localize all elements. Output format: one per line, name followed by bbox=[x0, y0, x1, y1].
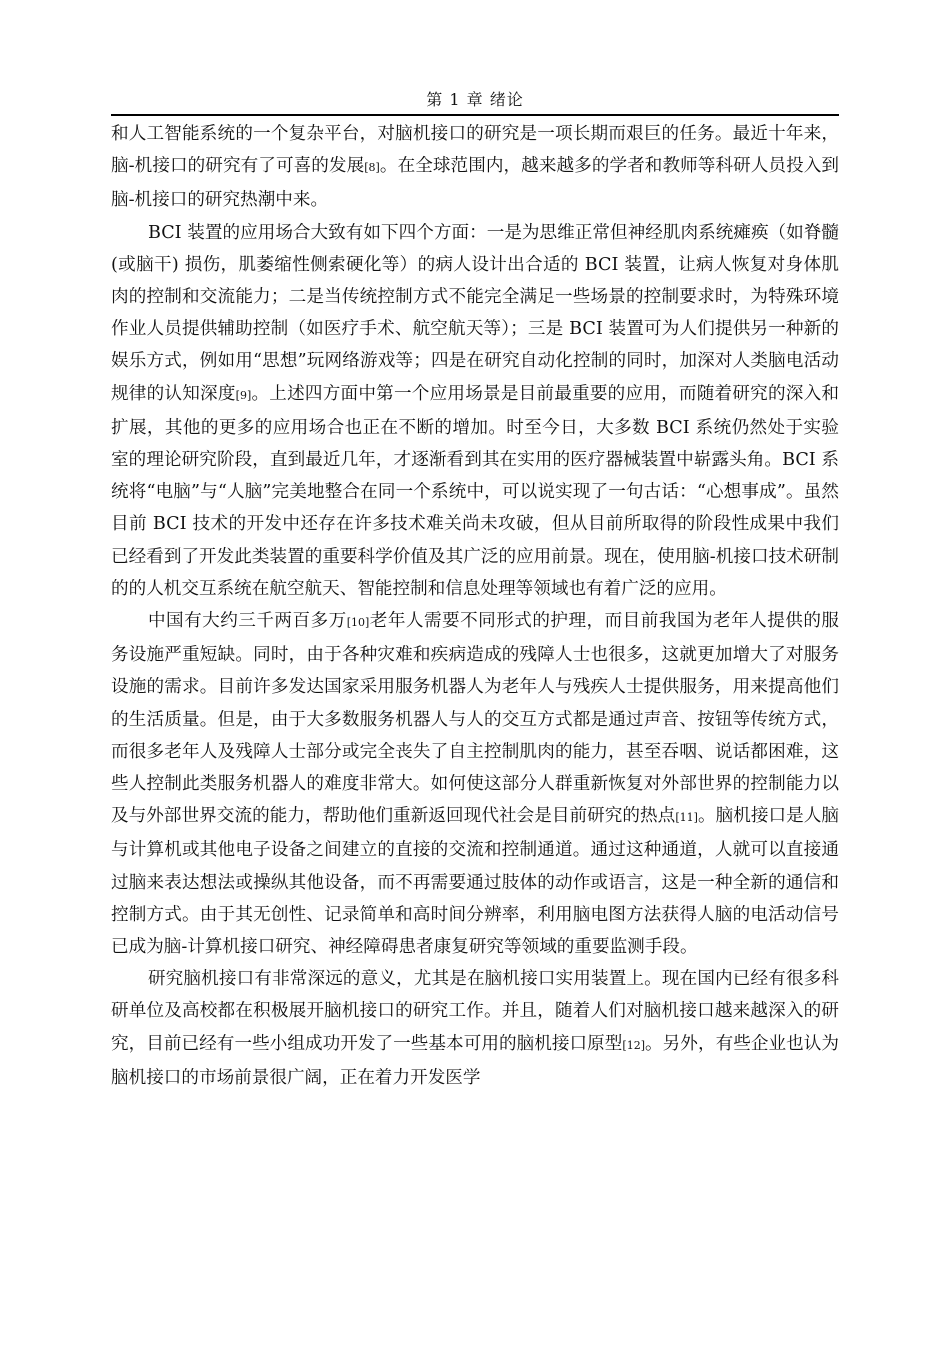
text-run: 。脑机接口是人脑与计算机或其他电子设备之间建立的直接的交流和控制通道。通过这种通道，人就可以直接通过脑来表达想法或操纵其他设备，而不再需要通过肢体的动作或语言，这是一种全新的通信和控制方式。由于其无创性、记录简单和高时间分辨率，利用脑电图方法获得人脑的电活动信号已成为脑-计算机接口研究、神经障碍患者康复研究等领域的重要监测手段。 bbox=[111, 806, 839, 958]
text-run: 老年人需要不同形式的护理，而目前我国为老年人提供的服务设施严重短缺。同时，由于各种灾难和疾病造成的残障人士也很多，这就更加增大了对服务设施的需求。目前许多发达国家采用服务机器人为老年人与残疾人士提供服务，用来提高他们的生活质量。但是，由于大多数服务机器人与人的交互方式都是通过声音、按钮等传统方式，而很多老年人及残障人士部分或完全丧失了自主控制肌肉的能力，甚至吞咽、说话都困难，这些人控制此类服务机器人的难度非常大。如何使这部分人群重新恢复对外部世界的控制能力以及与外部世界交流的能力，帮助他们重新返回现代社会是目前研究的热点 bbox=[111, 611, 839, 827]
text-run: 和人工智能系统的一个复杂平台，对脑机接口的研究是一项长期而艰巨的任务。最近十年来，脑-机接口的研究有了可喜的发展 bbox=[111, 124, 839, 177]
citation: [11] bbox=[675, 811, 698, 825]
paragraph bbox=[111, 963, 839, 1094]
text-run: 研究脑机接口有非常深远的意义，尤其是在脑机接口实用装置上。现在国内已经有很多科研单位及高校都在积极展开脑机接口的研究工作。并且，随着人们对脑机接口越来越深入的研究，目前已经有一些小组成功开发了一些基本可用的脑机接口原型 bbox=[111, 969, 839, 1054]
text-run: 。另外，有些企业也认为脑机接口的市场前景很广阔，正在着力开发医学 bbox=[111, 1033, 839, 1088]
citation: [8] bbox=[364, 161, 380, 175]
text-run: 。在全球范围内，越来越多的学者和教师等科研人员投入到脑-机接口的研究热潮中来。 bbox=[111, 156, 839, 211]
text-run: 。上述四方面中第一个应用场景是目前最重要的应用，而随着研究的深入和扩展，其他的更多的应用场合也正在不断的增加。时至今日，大多数 BCI 系统仍然处于实验室的理论研究阶段，直到最近几年，才逐渐看到其在实用的医疗器械装置中崭露头角。BCI 系统将“电脑”与“人脑”完美地整合在同一个系统中，可以说实现了一句古话：“心想事成”。虽然目前 BCI 技术的开发中还存在许多技术难关尚未攻破，但从目前所取得的阶段性成果中我们已经看到了开发此类装置的重要科学价值及其广泛的应用前景。现在，使用脑-机接口技术研制的的人机交互系统在航空航天、智能控制和信息处理等领域也有着广泛的应用。 bbox=[111, 383, 839, 599]
text-run: BCI 装置的应用场合大致有如下四个方面：一是为思维正常但神经肌肉系统瘫痪（如脊髓 (或脑干) 损伤，肌萎缩性侧索硬化等）的病人设计出合适的 BCI 装置，让病人恢复对身体肌肉的控制和交流能力；二是当传统控制方式不能完全满足一些场景的控制要求时，为特殊环境作业人员提供辅助控制（如医疗手术、航空航天等）；三是 BCI 装置可为人们提供另一种新的娱乐方式，例如用“思想”玩网络游戏等；四是在研究自动化控制的同时，加深对人类脑电活动规律的认知深度 bbox=[111, 222, 839, 404]
citation: [9] bbox=[235, 388, 252, 402]
citation: [10] bbox=[346, 616, 370, 630]
text-run: 中国有大约三千两百多万 bbox=[147, 611, 347, 632]
citation: [12] bbox=[622, 1038, 645, 1052]
header-rule bbox=[111, 114, 839, 116]
body-text bbox=[111, 118, 839, 1094]
page-header: 第 1 章 绪论 bbox=[426, 90, 524, 109]
paragraph bbox=[111, 118, 839, 217]
paragraph bbox=[111, 217, 839, 605]
paragraph bbox=[111, 605, 839, 963]
